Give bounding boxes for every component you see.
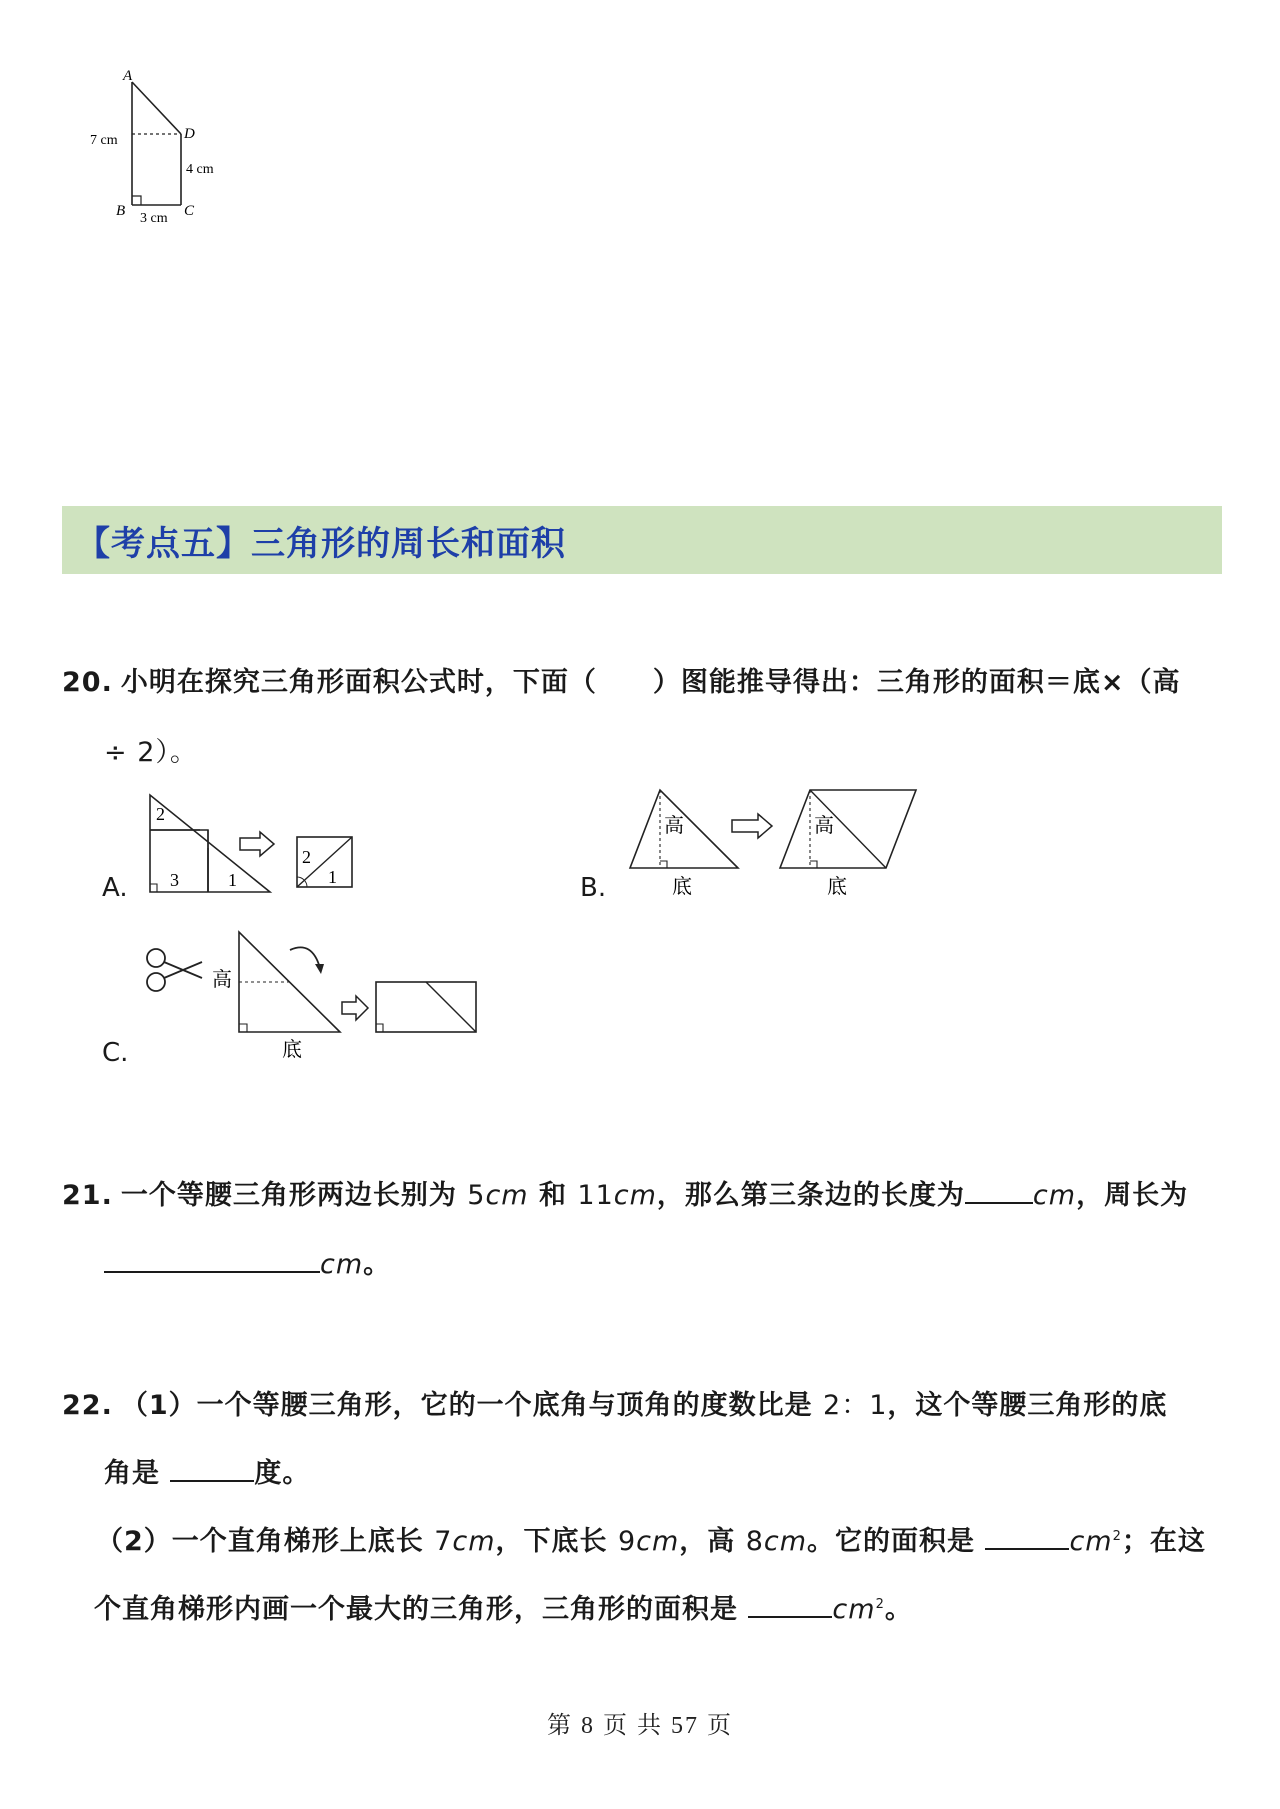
q21-end: 。 <box>363 1249 392 1280</box>
q21-unit4: cm <box>320 1249 364 1280</box>
q20-number: 20. <box>62 667 113 698</box>
option-a-small-1: 1 <box>328 867 337 887</box>
q21-part1: 一个等腰三角形两边长别为 <box>120 1180 468 1211</box>
q21-blank-perimeter[interactable] <box>104 1247 320 1273</box>
q22-line4 <box>94 1587 913 1626</box>
q22-p2-f: 个直角梯形内画一个最大的三角形，三角形的面积是 <box>94 1594 749 1625</box>
q21-part2: 和 <box>528 1180 578 1211</box>
section-title: 【考点五】三角形的周长和面积 <box>76 524 566 564</box>
option-a-num-2: 2 <box>156 804 165 824</box>
section-banner <box>62 506 1222 574</box>
q21-value1: 5 <box>467 1180 486 1211</box>
q22-line1 <box>62 1383 1167 1422</box>
option-a-num-1: 1 <box>228 870 237 890</box>
q22-sq-1: 2 <box>1112 1529 1122 1544</box>
label-a: A <box>123 68 133 84</box>
q22-p1-a: （1）一个等腰三角形，它的一个底角与顶角的度数比是 <box>120 1390 824 1421</box>
q21-part3: ，那么第三条边的长度为 <box>656 1180 965 1211</box>
label-d: D <box>184 126 195 142</box>
trapezoid-figure <box>80 60 260 230</box>
label-c: C <box>184 203 195 219</box>
q22-blank-area[interactable] <box>985 1524 1069 1550</box>
q22-line2 <box>104 1451 310 1490</box>
label-b: B <box>116 203 126 219</box>
option-b-figure <box>620 780 950 905</box>
q22-p2-a: （2）一个直角梯形上底长 <box>96 1526 435 1557</box>
page-footer: 第 8 页 共 57 页 <box>547 1713 733 1739</box>
q22-p1-d: 度。 <box>254 1458 311 1489</box>
q20-text-2: ÷ 2）。 <box>104 737 198 768</box>
q22-top-value: 7 <box>434 1526 453 1557</box>
option-b-gao: 高 <box>664 815 684 837</box>
q22-p2-e: ；在这 <box>1121 1526 1206 1557</box>
option-a-label[interactable]: A. <box>102 873 128 903</box>
q22-p2-d: 。它的面积是 <box>807 1526 986 1557</box>
q22-number: 22. <box>62 1390 113 1421</box>
option-c-figure <box>140 920 490 1070</box>
q22-end: 。 <box>884 1594 913 1625</box>
q22-unit-5: cm <box>832 1594 876 1625</box>
q20-line2 <box>104 730 198 769</box>
q21-line2 <box>104 1242 391 1281</box>
q20-line1 <box>62 660 1180 699</box>
q22-unit-4: cm <box>1069 1526 1113 1557</box>
option-b-di2: 底 <box>827 876 847 898</box>
q22-blank-angle[interactable] <box>170 1456 254 1482</box>
q20-text-1: 小明在探究三角形面积公式时，下面（ ）图能推导得出：三角形的面积＝底×（高 <box>120 667 1181 698</box>
option-c-gao: 高 <box>212 969 232 991</box>
q22-sq-2: 2 <box>875 1597 885 1612</box>
q22-unit-3: cm <box>763 1526 808 1557</box>
q22-p1-b: ，这个等腰三角形的底 <box>887 1390 1168 1421</box>
option-a-small-2: 2 <box>302 847 311 867</box>
q21-value2: 11 <box>577 1180 614 1211</box>
option-a-figure <box>140 780 370 900</box>
q22-blank-triangle[interactable] <box>748 1592 832 1618</box>
q22-unit-1: cm <box>452 1526 496 1557</box>
q22-line3 <box>96 1519 1206 1558</box>
q21-line1 <box>62 1173 1188 1212</box>
q21-unit3: cm <box>1032 1180 1077 1211</box>
option-c-label[interactable]: C. <box>102 1038 129 1068</box>
option-c-di: 底 <box>282 1039 302 1061</box>
option-b-di: 底 <box>672 876 692 898</box>
length-bc: 3 cm <box>140 211 168 226</box>
scissors-icon <box>147 949 202 991</box>
option-b-label[interactable]: B. <box>580 873 607 903</box>
q22-unit-2: cm <box>636 1526 680 1557</box>
length-ab: 7 cm <box>90 133 118 148</box>
q22-p2-c: ，高 <box>679 1526 746 1557</box>
q22-p2-b: ，下底长 <box>495 1526 618 1557</box>
q21-part4: ，周长为 <box>1076 1180 1189 1211</box>
q21-number: 21. <box>62 1180 113 1211</box>
q22-bottom-value: 9 <box>617 1526 637 1557</box>
length-dc: 4 cm <box>186 162 214 177</box>
q22-height-value: 8 <box>745 1526 764 1557</box>
q22-ratio: 2：1 <box>823 1390 888 1421</box>
q21-unit2: cm <box>613 1180 657 1211</box>
q22-p1-c: 角是 <box>104 1458 171 1489</box>
option-b-gao2: 高 <box>814 815 834 837</box>
q21-blank-side[interactable] <box>965 1178 1033 1204</box>
option-a-num-3: 3 <box>170 870 179 890</box>
q21-unit1: cm <box>485 1180 529 1211</box>
